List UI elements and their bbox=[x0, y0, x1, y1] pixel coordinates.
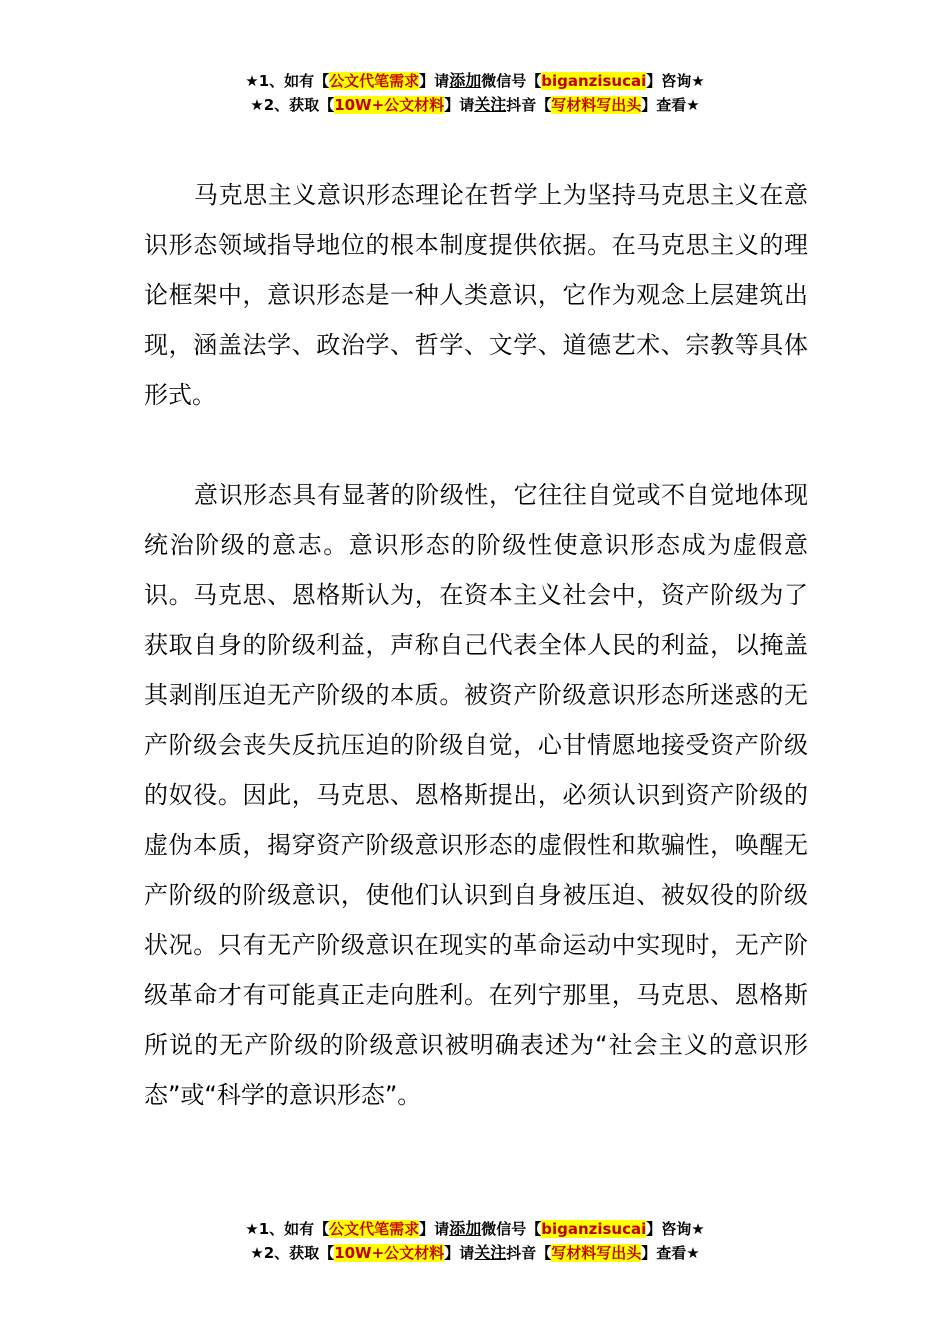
banner-line-2 bbox=[0, 93, 950, 117]
banner-line-2 bbox=[0, 1241, 950, 1265]
banner-text: 】咨询★ bbox=[646, 1220, 705, 1238]
banner-text: 微信号【 bbox=[481, 1220, 542, 1238]
banner-text: ★1、如有【 bbox=[245, 1220, 330, 1238]
underlined-follow: 关注 bbox=[474, 1243, 507, 1262]
header-banner bbox=[0, 69, 950, 117]
underlined-add: 添加 bbox=[449, 71, 482, 90]
banner-text: 】查看★ bbox=[641, 96, 700, 114]
banner-text: 】查看★ bbox=[641, 1244, 700, 1262]
underlined-follow: 关注 bbox=[474, 95, 507, 114]
underlined-add: 添加 bbox=[449, 1219, 482, 1238]
banner-text: 抖音【 bbox=[506, 1244, 552, 1262]
banner-line-1 bbox=[0, 1217, 950, 1241]
banner-text: ★2、获取【 bbox=[250, 96, 335, 114]
highlight-wechat-id: biganzisucai bbox=[541, 72, 647, 90]
highlight-service: 公文代笔需求 bbox=[329, 72, 420, 90]
highlight-materials: 10W+公文材料 bbox=[334, 1244, 445, 1262]
banner-text: 】请 bbox=[444, 1244, 475, 1262]
highlight-douyin-account: 写材料写出头 bbox=[551, 1244, 642, 1262]
highlight-materials: 10W+公文材料 bbox=[334, 96, 445, 114]
banner-text: ★1、如有【 bbox=[245, 72, 330, 90]
banner-text: ★2、获取【 bbox=[250, 1244, 335, 1262]
banner-text: 】请 bbox=[444, 96, 475, 114]
body-paragraph-2: 意识形态具有显著的阶级性，它往往自觉或不自觉地体现统治阶级的意志。意识形态的阶级性使意识形态成为虚假意识。马克思、恩格斯认为，在资本主义社会中，资产阶级为了获取自身的阶级利益，声称自己代表全体人民的利益，以掩盖其剥削压迫无产阶级的本质。被资产阶级意识形态所迷惑的无产阶级会丧失反抗压迫的阶级自觉，心甘情愿地接受资产阶级的奴役。因此，马克思、恩格斯提出，必须认识到资产阶级的虚伪本质，揭穿资产阶级意识形态的虚假性和欺骗性，唤醒无产阶级的阶级意识，使他们认识到自身被压迫、被奴役的阶级状况。只有无产阶级意识在现实的革命运动中实现时，无产阶级革命才有可能真正走向胜利。在列宁那里，马克思、恩格斯所说的无产阶级的阶级意识被明确表述为“社会主义的意识形态”或“科学的意识形态”。 bbox=[144, 481, 808, 1109]
highlight-wechat-id: biganzisucai bbox=[541, 1220, 647, 1238]
banner-text: 】请 bbox=[419, 1220, 450, 1238]
banner-line-1 bbox=[0, 69, 950, 93]
body-paragraph-1: 马克思主义意识形态理论在哲学上为坚持马克思主义在意识形态领域指导地位的根本制度提供依据。在马克思主义的理论框架中，意识形态是一种人类意识，它作为观念上层建筑出现，涵盖法学、政治学、哲学、文学、道德艺术、宗教等具体形式。 bbox=[144, 181, 808, 409]
highlight-douyin-account: 写材料写出头 bbox=[551, 96, 642, 114]
banner-text: 微信号【 bbox=[481, 72, 542, 90]
banner-text: 】咨询★ bbox=[646, 72, 705, 90]
banner-text: 】请 bbox=[419, 72, 450, 90]
highlight-service: 公文代笔需求 bbox=[329, 1220, 420, 1238]
banner-text: 抖音【 bbox=[506, 96, 552, 114]
footer-banner bbox=[0, 1217, 950, 1265]
